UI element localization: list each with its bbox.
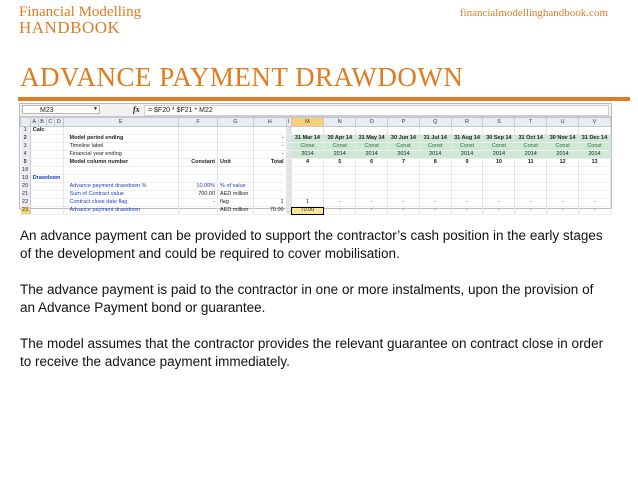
cell-timeline[interactable]: 31 Dec 14 [579, 135, 611, 143]
cell-description[interactable]: Advance payment drawdown % [63, 183, 178, 191]
paragraph-3: The model assumes that the contractor provides the relevant guarantee on contract close in order to receive the advance payment immediately. [20, 336, 604, 369]
table-row [21, 191, 611, 199]
cell-timeline[interactable]: 6 [356, 159, 388, 167]
cell-timeline[interactable]: 2014 [419, 151, 451, 159]
cell-timeline[interactable] [451, 183, 483, 191]
cell-constant[interactable]: 10.00% [178, 183, 217, 191]
paragraph-1: An advance payment can be provided to support the contractor’s cash position in the early stages of the development and could be required to cover mobilisation. [20, 228, 603, 261]
cell-timeline[interactable] [419, 175, 451, 183]
cell-constant[interactable] [178, 207, 217, 215]
cell-timeline[interactable]: - [451, 199, 483, 207]
cell-timeline[interactable] [483, 127, 515, 135]
cell-timeline[interactable]: - [483, 199, 515, 207]
table-row [21, 199, 611, 207]
cell-label[interactable] [30, 167, 63, 175]
cell-timeline[interactable] [419, 183, 451, 191]
row-header[interactable]: 20 [21, 183, 31, 191]
cell-total[interactable]: - [253, 151, 286, 159]
cell-timeline[interactable]: - [356, 199, 388, 207]
table-row [21, 135, 611, 143]
column-header[interactable]: E [63, 118, 178, 127]
table-row [21, 183, 611, 191]
cell-timeline[interactable] [547, 175, 579, 183]
column-header[interactable]: A [30, 118, 38, 127]
cell-timeline[interactable]: Const [451, 143, 483, 151]
cell-timeline[interactable]: Const [356, 143, 388, 151]
cell-timeline[interactable]: - [388, 199, 420, 207]
cell-timeline[interactable]: - [547, 199, 579, 207]
cell-timeline[interactable]: Const [388, 143, 420, 151]
cell-label[interactable] [30, 207, 63, 215]
cell-timeline[interactable]: 2014 [579, 151, 611, 159]
cell-timeline[interactable] [324, 127, 356, 135]
cell-timeline[interactable] [356, 175, 388, 183]
column-header[interactable]: S [483, 118, 515, 127]
cell-timeline[interactable] [324, 191, 356, 199]
fx-icon[interactable]: fx [133, 105, 140, 114]
cell-label[interactable] [30, 135, 63, 143]
cell-unit[interactable] [218, 175, 254, 183]
cell-label[interactable] [30, 151, 63, 159]
cell-timeline[interactable]: Const [547, 143, 579, 151]
cell-timeline[interactable] [547, 191, 579, 199]
table-row [21, 207, 611, 215]
cell-timeline[interactable] [515, 167, 547, 175]
cell-timeline[interactable] [388, 183, 420, 191]
cell-timeline[interactable]: 5 [324, 159, 356, 167]
table-row [21, 167, 611, 175]
row-header[interactable]: 23 [21, 207, 31, 215]
cell-timeline[interactable] [515, 183, 547, 191]
brand-line-1: Financial Modelling [19, 4, 142, 20]
name-box[interactable]: M23 [22, 105, 100, 114]
table-row [21, 151, 611, 159]
cell-constant[interactable] [178, 127, 217, 135]
column-header[interactable]: N [324, 118, 356, 127]
cell-description[interactable]: Timeline label [63, 143, 178, 151]
cell-timeline[interactable]: - [515, 207, 547, 215]
cell-constant[interactable] [178, 175, 217, 183]
body-text [20, 227, 610, 389]
cell-timeline[interactable] [291, 167, 324, 175]
cell-timeline[interactable]: 30 Apr 14 [324, 135, 356, 143]
cell-timeline[interactable] [291, 183, 324, 191]
cell-timeline[interactable] [388, 175, 420, 183]
column-header[interactable]: H [253, 118, 286, 127]
page-title: ADVANCE PAYMENT DRAWDOWN [20, 62, 464, 92]
cell-timeline[interactable]: 4 [291, 159, 324, 167]
cell-timeline[interactable] [483, 191, 515, 199]
cell-timeline[interactable]: - [515, 199, 547, 207]
column-header[interactable]: V [579, 118, 611, 127]
cell-timeline[interactable]: 2014 [515, 151, 547, 159]
row-header[interactable]: 2 [21, 135, 31, 143]
cell-total[interactable] [253, 175, 286, 183]
formula-input[interactable]: = $F20 * $F21 * M22 [144, 105, 609, 116]
column-header[interactable]: G [218, 118, 254, 127]
cell-timeline[interactable] [483, 183, 515, 191]
cell-label[interactable] [30, 191, 63, 199]
cell-total[interactable]: Total [253, 159, 286, 167]
paragraph-2: The advance payment is paid to the contractor in one or more instalments, upon the provision of an Advance Payment bond or guarantee. [20, 282, 594, 315]
cell-timeline[interactable] [515, 175, 547, 183]
row-header[interactable]: 18 [21, 167, 31, 175]
row-header[interactable]: 4 [21, 151, 31, 159]
cell-timeline[interactable] [419, 127, 451, 135]
cell-description[interactable]: Sum of Contract value [63, 191, 178, 199]
column-header[interactable]: P [388, 118, 420, 127]
column-header[interactable]: I [287, 119, 290, 125]
cell-timeline[interactable]: 30 Nov 14 [547, 135, 579, 143]
spreadsheet-screenshot [19, 103, 612, 213]
cell-timeline[interactable] [356, 183, 388, 191]
cell-timeline[interactable]: 30 Sep 14 [483, 135, 515, 143]
cell-label[interactable] [30, 183, 63, 191]
cell-label[interactable] [30, 199, 63, 207]
cell-timeline[interactable] [451, 127, 483, 135]
cell-constant[interactable] [178, 167, 217, 175]
cell-timeline[interactable]: 2014 [324, 151, 356, 159]
column-header[interactable]: F [178, 118, 217, 127]
cell-constant[interactable]: Constant [178, 159, 217, 167]
cell-timeline[interactable] [579, 175, 611, 183]
cell-timeline[interactable] [291, 127, 324, 135]
column-header[interactable]: C [46, 118, 54, 127]
cell-timeline[interactable] [483, 175, 515, 183]
cell-description[interactable]: Model column number [63, 159, 178, 167]
cell-timeline[interactable] [579, 127, 611, 135]
cell-timeline[interactable] [547, 167, 579, 175]
cell-label[interactable] [30, 159, 63, 167]
column-header[interactable]: T [515, 118, 547, 127]
cell-timeline[interactable] [291, 175, 324, 183]
cell-timeline[interactable]: 2014 [388, 151, 420, 159]
brand-line-2: HANDBOOK [19, 18, 121, 37]
name-box-dropdown-icon[interactable]: ▼ [93, 106, 98, 112]
cell-timeline[interactable]: - [451, 207, 483, 215]
cell-total[interactable] [253, 127, 286, 135]
cell-total[interactable]: 70.00 [253, 207, 286, 215]
cell-timeline[interactable]: - [324, 207, 356, 215]
cell-timeline[interactable]: Close [291, 143, 324, 151]
cell-description[interactable]: Model period ending [63, 135, 178, 143]
cell-timeline[interactable]: Const [324, 143, 356, 151]
cell-timeline[interactable]: - [483, 207, 515, 215]
table-row [21, 175, 611, 183]
cell-timeline[interactable]: 9 [451, 159, 483, 167]
cell-constant[interactable]: 700.00 [178, 191, 217, 199]
cell-description[interactable]: Advance payment drawdown [63, 207, 178, 215]
cell-timeline[interactable]: 31 Aug 14 [451, 135, 483, 143]
title-divider [18, 97, 630, 101]
cell-timeline[interactable]: - [547, 207, 579, 215]
column-header[interactable]: Q [419, 118, 451, 127]
cell-timeline[interactable]: - [324, 199, 356, 207]
row-header[interactable]: 5 [21, 159, 31, 167]
cell-timeline[interactable]: 2014 [356, 151, 388, 159]
cell-total[interactable] [253, 191, 286, 199]
cell-timeline[interactable] [579, 167, 611, 175]
cell-timeline[interactable]: - [419, 199, 451, 207]
cell-timeline[interactable] [388, 191, 420, 199]
formula-bar [20, 104, 611, 117]
cell-timeline[interactable] [388, 167, 420, 175]
cell-total[interactable] [253, 167, 286, 175]
cell-timeline[interactable]: - [388, 207, 420, 215]
column-header[interactable]: D [55, 118, 63, 127]
cell-timeline[interactable]: 2014 [291, 151, 324, 159]
cell-total[interactable]: - [253, 143, 286, 151]
cell-unit[interactable] [218, 167, 254, 175]
column-header[interactable]: U [547, 118, 579, 127]
cell-timeline[interactable]: 13 [579, 159, 611, 167]
cell-timeline[interactable] [483, 167, 515, 175]
cell-timeline[interactable]: 30 Jun 14 [388, 135, 420, 143]
cell-timeline[interactable] [388, 127, 420, 135]
cell-timeline[interactable]: Const [483, 143, 515, 151]
cell-timeline[interactable]: - [579, 207, 611, 215]
cell-total[interactable]: 1 [253, 199, 286, 207]
cell-timeline[interactable]: - [579, 199, 611, 207]
cell-timeline[interactable] [356, 167, 388, 175]
cell-timeline[interactable]: 1 [291, 199, 324, 207]
sheet-rows [21, 127, 611, 215]
cell-timeline[interactable]: Const [515, 143, 547, 151]
cell-label[interactable] [30, 143, 63, 151]
cell-timeline[interactable]: Const [419, 143, 451, 151]
cell-description[interactable]: Contract close date flag [63, 199, 178, 207]
cell-timeline[interactable]: 12 [547, 159, 579, 167]
cell-timeline[interactable]: 8 [419, 159, 451, 167]
cell-timeline[interactable]: 2014 [451, 151, 483, 159]
cell-timeline[interactable]: 31 Oct 14 [515, 135, 547, 143]
cell-timeline[interactable]: Const [579, 143, 611, 151]
cell-timeline[interactable] [291, 191, 324, 199]
column-headers [21, 118, 611, 127]
column-header[interactable]: R [451, 118, 483, 127]
cell-timeline[interactable] [515, 191, 547, 199]
cell-unit[interactable]: AED million [218, 191, 254, 199]
cell-constant[interactable] [178, 151, 217, 159]
cell-timeline[interactable] [324, 167, 356, 175]
brand-logo [19, 5, 141, 35]
cell-timeline[interactable] [324, 183, 356, 191]
row-header[interactable]: 21 [21, 191, 31, 199]
cell-timeline[interactable] [356, 127, 388, 135]
table-row [21, 159, 611, 167]
table-row [21, 143, 611, 151]
table-row [21, 127, 611, 135]
column-header[interactable]: B [38, 118, 46, 127]
sheet-grid [20, 117, 611, 215]
row-header[interactable]: 3 [21, 143, 31, 151]
column-header-selected[interactable]: M [291, 118, 324, 127]
cell-unit[interactable]: % of value [218, 183, 254, 191]
select-all-corner[interactable] [21, 118, 31, 127]
cell-timeline[interactable]: - [419, 207, 451, 215]
cell-timeline[interactable] [547, 127, 579, 135]
row-header[interactable]: 19 [21, 175, 31, 183]
cell-timeline[interactable]: 31 May 14 [356, 135, 388, 143]
cell-description[interactable] [63, 175, 178, 183]
row-header[interactable]: 22 [21, 199, 31, 207]
cell-timeline[interactable]: 70.00 [291, 207, 324, 215]
cell-unit[interactable]: Unit [218, 159, 254, 167]
cell-timeline[interactable] [579, 183, 611, 191]
cell-timeline[interactable] [547, 183, 579, 191]
cell-timeline[interactable] [419, 167, 451, 175]
cell-unit[interactable] [218, 127, 254, 135]
cell-timeline[interactable]: 2014 [547, 151, 579, 159]
cell-timeline[interactable]: - [356, 207, 388, 215]
cell-constant[interactable]: - [178, 199, 217, 207]
cell-timeline[interactable] [579, 191, 611, 199]
cell-timeline[interactable]: 11 [515, 159, 547, 167]
cell-constant[interactable] [178, 143, 217, 151]
cell-unit[interactable]: flag [218, 199, 254, 207]
cell-timeline[interactable] [515, 127, 547, 135]
cell-timeline[interactable]: 2014 [483, 151, 515, 159]
cell-unit[interactable] [218, 151, 254, 159]
cell-unit[interactable] [218, 143, 254, 151]
row-header[interactable]: 1 [21, 127, 31, 135]
cell-label[interactable]: Drawdown [30, 175, 63, 183]
cell-timeline[interactable]: 31 Mar 14 [291, 135, 324, 143]
cell-unit[interactable] [218, 135, 254, 143]
site-url[interactable]: financialmodellinghandbook.com [459, 7, 608, 19]
cell-constant[interactable] [178, 135, 217, 143]
cell-description[interactable] [63, 167, 178, 175]
cell-timeline[interactable] [451, 167, 483, 175]
cell-timeline[interactable]: 31 Jul 14 [419, 135, 451, 143]
cell-timeline[interactable]: 7 [388, 159, 420, 167]
column-header[interactable]: O [356, 118, 388, 127]
cell-timeline[interactable]: 10 [483, 159, 515, 167]
cell-description[interactable] [63, 127, 178, 135]
cell-timeline[interactable] [419, 191, 451, 199]
cell-timeline[interactable] [324, 175, 356, 183]
cell-total[interactable] [253, 183, 286, 191]
cell-timeline[interactable] [451, 191, 483, 199]
cell-timeline[interactable] [451, 175, 483, 183]
cell-description[interactable]: Financial year ending [63, 151, 178, 159]
cell-timeline[interactable] [356, 191, 388, 199]
cell-total[interactable]: - [253, 135, 286, 143]
cell-label[interactable]: Calc [30, 127, 63, 135]
cell-unit[interactable]: AED million [218, 207, 254, 215]
